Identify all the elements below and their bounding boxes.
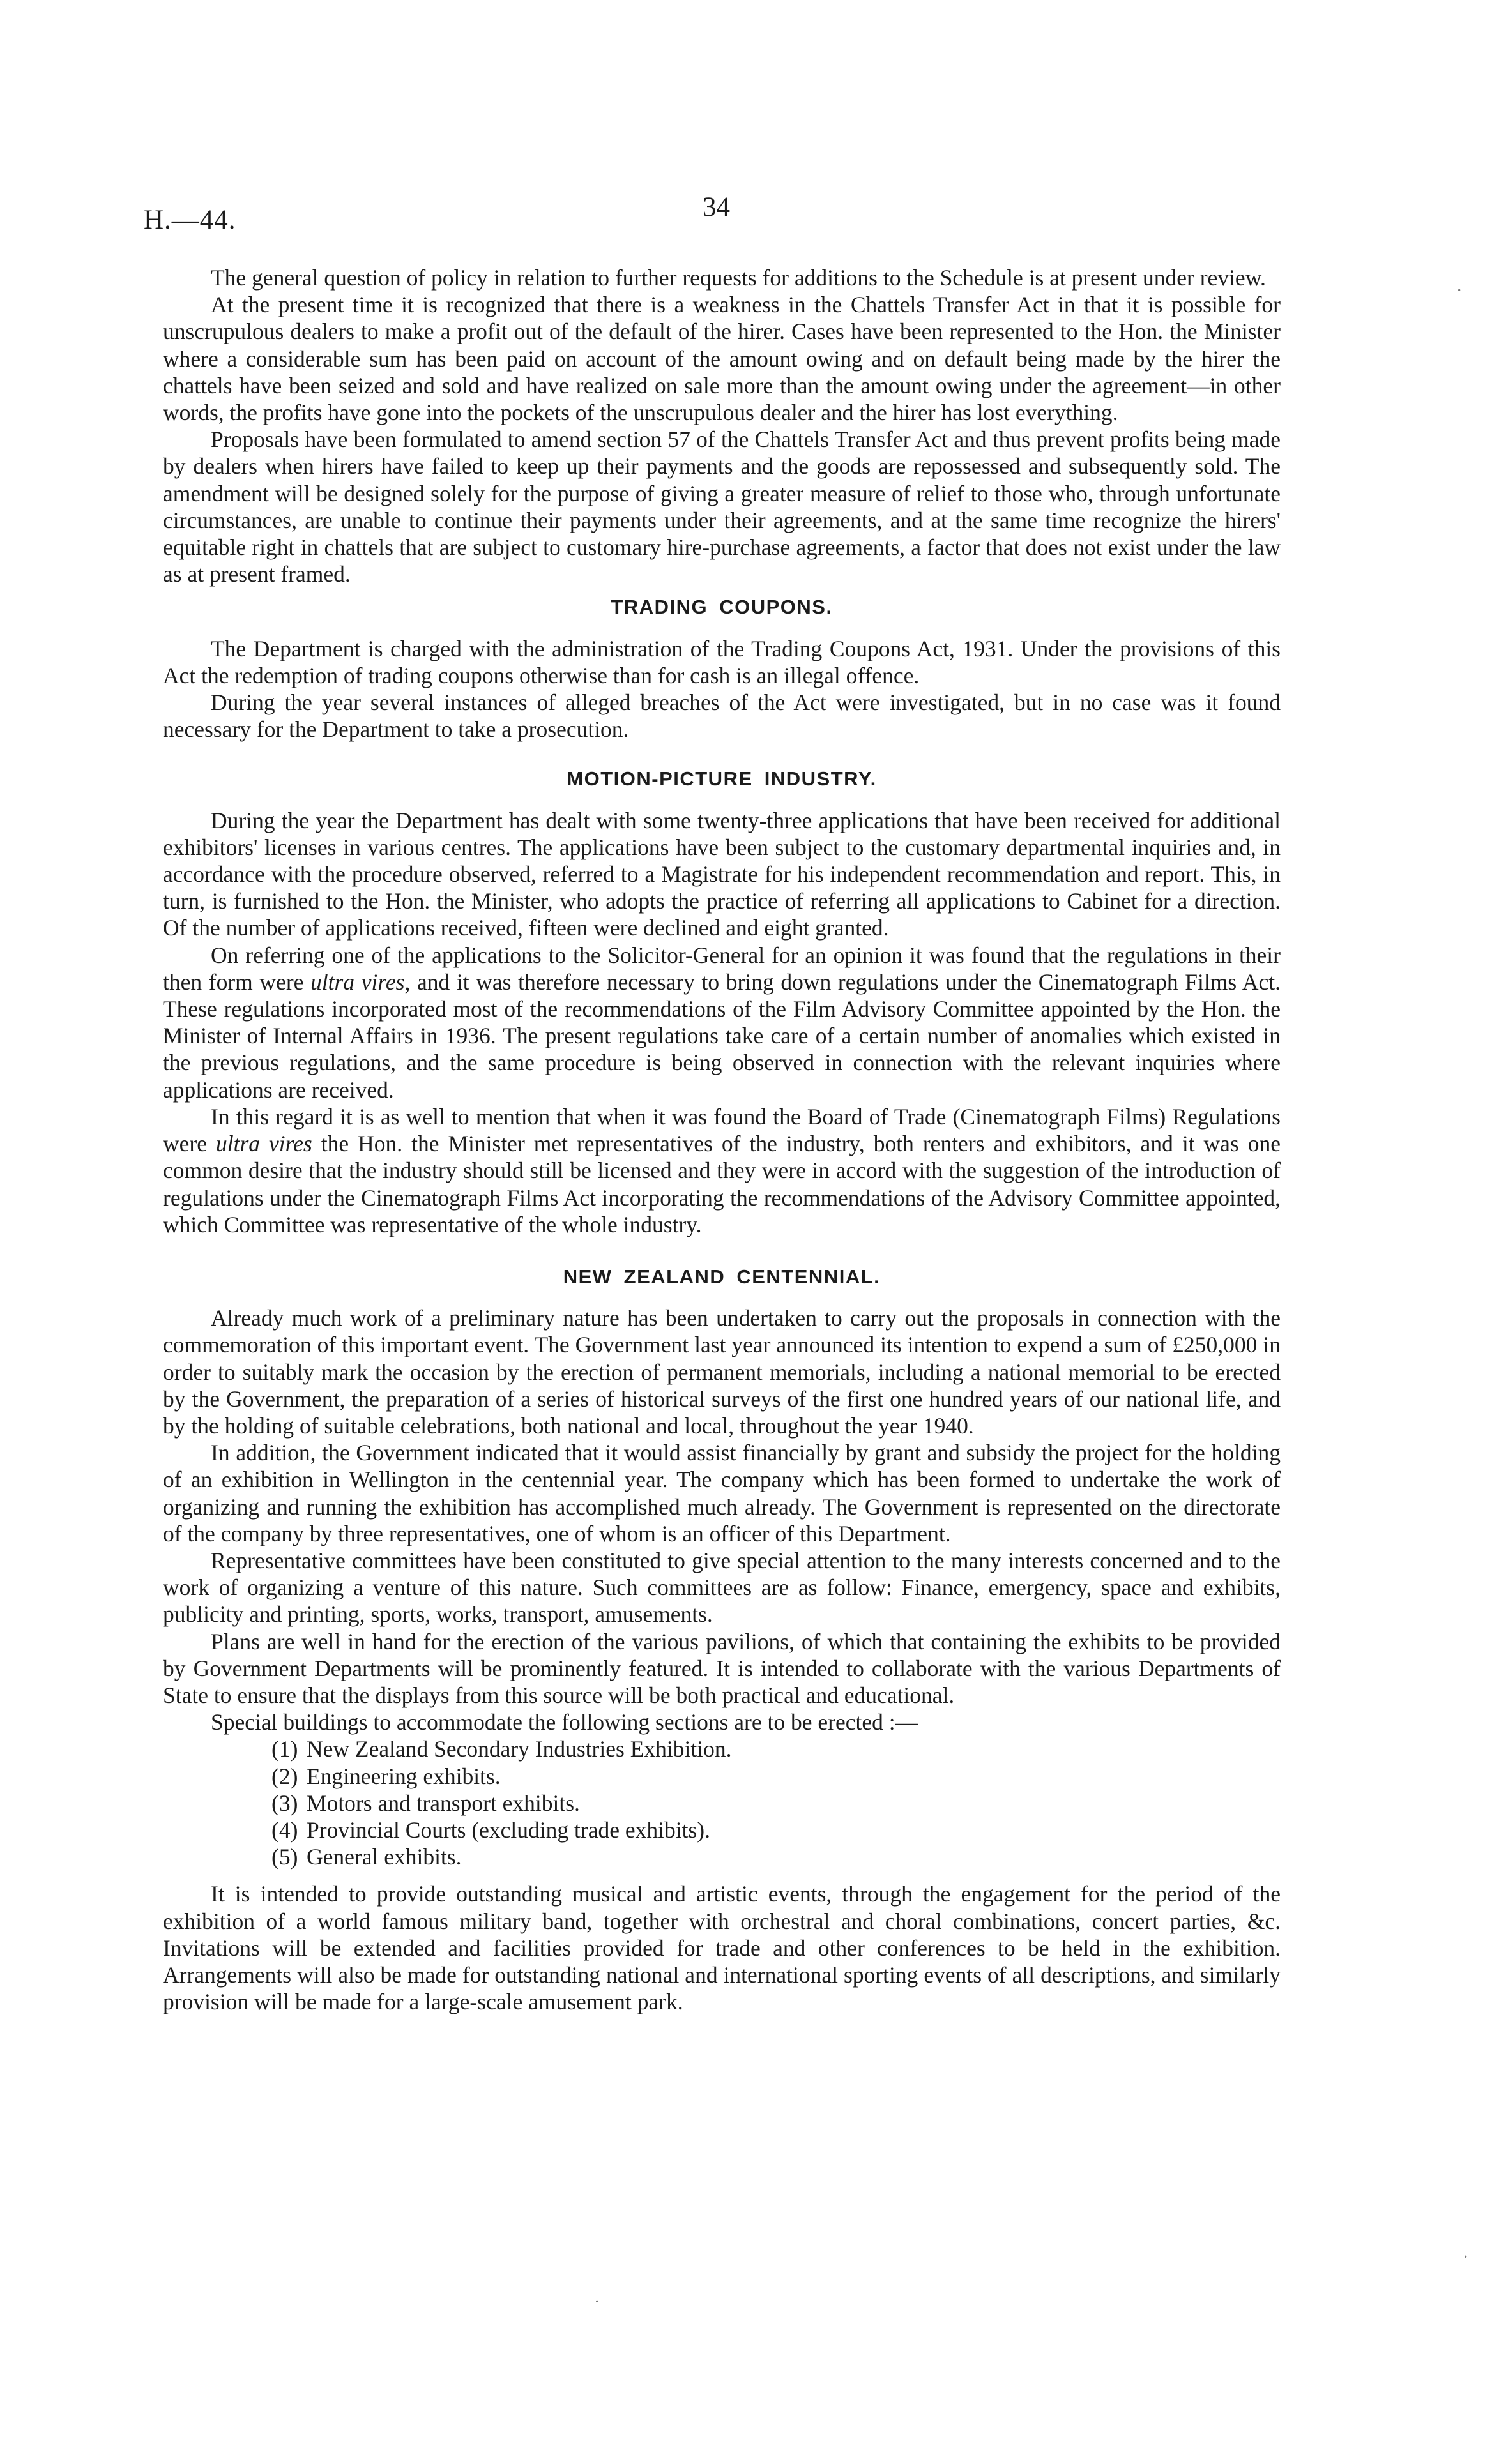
paragraph: It is intended to provide outstanding musical and artistic events, through the engagement for the period of the exhibition of a world famous military band, together with orchestral and choral combinations, concert parties, &c. Invitations will be extended and facilities provided for trade and other conferences to be held in the exhibition. Arrangements will also be made for outstanding national and international sporting events of all descriptions, and similarly provision will be made for a large-scale amusement park.: [163, 1881, 1281, 2015]
list-item: [271, 1763, 1281, 1790]
paragraph: Representative committees have been constituted to give special attention to the many interests concerned and to the work of organizing a venture of this nature. Such committees are as follow: Finance, emergency, space and exhibits, publicity and printing, sports, works, transport, amusements.: [163, 1547, 1281, 1628]
list-number: (4): [271, 1817, 298, 1843]
scan-speck: ·: [1456, 281, 1463, 301]
list-text: General exhibits.: [307, 1844, 462, 1870]
scan-speck: ·: [1463, 2248, 1469, 2267]
paragraph: Already much work of a preliminary nature has been undertaken to carry out the proposals in connection with the commemoration of this important event. The Government last year announced its intention to expend a sum of £250,000 in order to suitably mark the occasion by the erection of permanent memorials, including a national memorial to be erected by the Government, the preparation of a series of historical surveys of the first one hundred years of our national life, and by the holding of suitable celebrations, both national and local, throughout the year 1940.: [163, 1305, 1281, 1439]
list-item: [271, 1790, 1281, 1817]
list-text: Provincial Courts (excluding trade exhibits).: [307, 1817, 710, 1843]
list-text: Engineering exhibits.: [307, 1763, 501, 1789]
section-heading-trading-coupons: TRADING COUPONS.: [611, 596, 833, 619]
page-header: [0, 192, 1492, 243]
paragraph: The Department is charged with the administration of the Trading Coupons Act, 1931. Under the provisions of this Act the redemption of trading coupons otherwise than for cash is an illegal offence.: [163, 635, 1281, 688]
list-number: (3): [271, 1790, 298, 1816]
document-reference: H.—44.: [144, 205, 236, 235]
paragraph: [163, 942, 1281, 1103]
section-heading-motion-picture: MOTION-PICTURE INDUSTRY.: [567, 767, 877, 790]
paragraph-text: On referring one of the applications to the Solicitor-General for an opinion it was found that the regulations in their then form were: [163, 942, 1281, 995]
italic-term: ultra vires: [310, 969, 405, 995]
page-body: [163, 264, 1281, 2015]
paragraph: During the year the Department has dealt with some twenty-three applications that have been received for additional exhibitors' licenses in various centres. The applications have been subject to the customary departmental inquiries and, in accordance with the procedure observed, referred to a Magistrate for his independent recommendation and report. This, in turn, is furnished to the Hon. the Minister, who adopts the practice of referring all applications to Cabinet for a direction. Of the number of applications received, fifteen were declined and eight granted.: [163, 807, 1281, 941]
scan-speck: ·: [594, 2292, 600, 2312]
list-number: (5): [271, 1844, 298, 1870]
paragraph: In addition, the Government indicated that it would assist financially by grant and subsidy the project for the holding of an exhibition in Wellington in the centennial year. The company which has been formed to undertake the work of organizing and running the exhibition has accomplished much already. The Government is represented on the directorate of the company by three representatives, one of whom is an officer of this Department.: [163, 1440, 1281, 1546]
list-number: (2): [271, 1763, 298, 1789]
paragraph: Special buildings to accommodate the following sections are to be erected :—: [211, 1709, 918, 1735]
paragraph: At the present time it is recognized that there is a weakness in the Chattels Transfer Act in that it is possible for unscrupulous dealers to make a profit out of the default of the hirer. Cases have been represented to the Hon. the Minister where a considerable sum has been paid on account of the amount owing and on default being made by the hirer the chattels have been seized and sold and have realized on sale more than the amount owing under the agreement—in other words, the profits have gone into the pockets of the unscrupulous dealer and the hirer has lost everything.: [163, 292, 1281, 426]
list-text: Motors and transport exhibits.: [307, 1790, 580, 1816]
paragraph-text: In this regard it is as well to mention that when it was found the Board of Trade (Cinematograph Films) Regulations were: [163, 1103, 1281, 1157]
paragraph: [163, 1103, 1281, 1238]
buildings-list: [163, 1735, 1281, 1870]
section-heading-centennial: NEW ZEALAND CENTENNIAL.: [563, 1265, 881, 1288]
page-number: 34: [703, 192, 730, 222]
paragraph: The general question of policy in relation to further requests for additions to the Schedule is at present under review.: [211, 265, 1266, 291]
list-number: (1): [271, 1736, 298, 1762]
list-item: [271, 1817, 1281, 1843]
paragraph-text: the Hon. the Minister met representatives of the industry, both renters and exhibitors, and it was one common desire that the industry should still be licensed and they were in accord with the suggestion of the introduction of regulations under the Cinematograph Films Act incorporating the recommendations of the Advisory Committee appointed, which Committee was representative of the whole industry.: [163, 1131, 1281, 1237]
list-item: [271, 1735, 1281, 1762]
list-item: [271, 1843, 1281, 1870]
paragraph: Plans are well in hand for the erection of the various pavilions, of which that containing the exhibits to be provided by Government Departments will be prominently featured. It is intended to collaborate with the various Departments of State to ensure that the displays from this source will be both practical and educational.: [163, 1628, 1281, 1708]
paragraph-text: , and it was therefore necessary to bring down regulations under the Cinematograph Films Act. These regulations incorporated most of the recommendations of the Film Advisory Committee appointed by the Hon. the Minister of Internal Affairs in 1936. The present regulations take care of a certain number of anomalies which existed in the previous regulations, and the same procedure is being observed in connection with the relevant inquiries where applications are received.: [163, 969, 1281, 1103]
paragraph: During the year several instances of alleged breaches of the Act were investigated, but in no case was it found necessary for the Department to take a prosecution.: [163, 690, 1281, 743]
list-text: New Zealand Secondary Industries Exhibition.: [307, 1736, 732, 1762]
paragraph: Proposals have been formulated to amend section 57 of the Chattels Transfer Act and thus prevent profits being made by dealers when hirers have failed to keep up their payments and the goods are repossessed and subsequently sold. The amendment will be designed solely for the purpose of giving a greater measure of relief to those who, through unfortunate circumstances, are unable to continue their payments under their agreements, and at the same time recognize the hirers' equitable right in chattels that are subject to customary hire-purchase agreements, a factor that does not exist under the law as at present framed.: [163, 427, 1281, 587]
italic-term: ultra vires: [215, 1131, 312, 1157]
